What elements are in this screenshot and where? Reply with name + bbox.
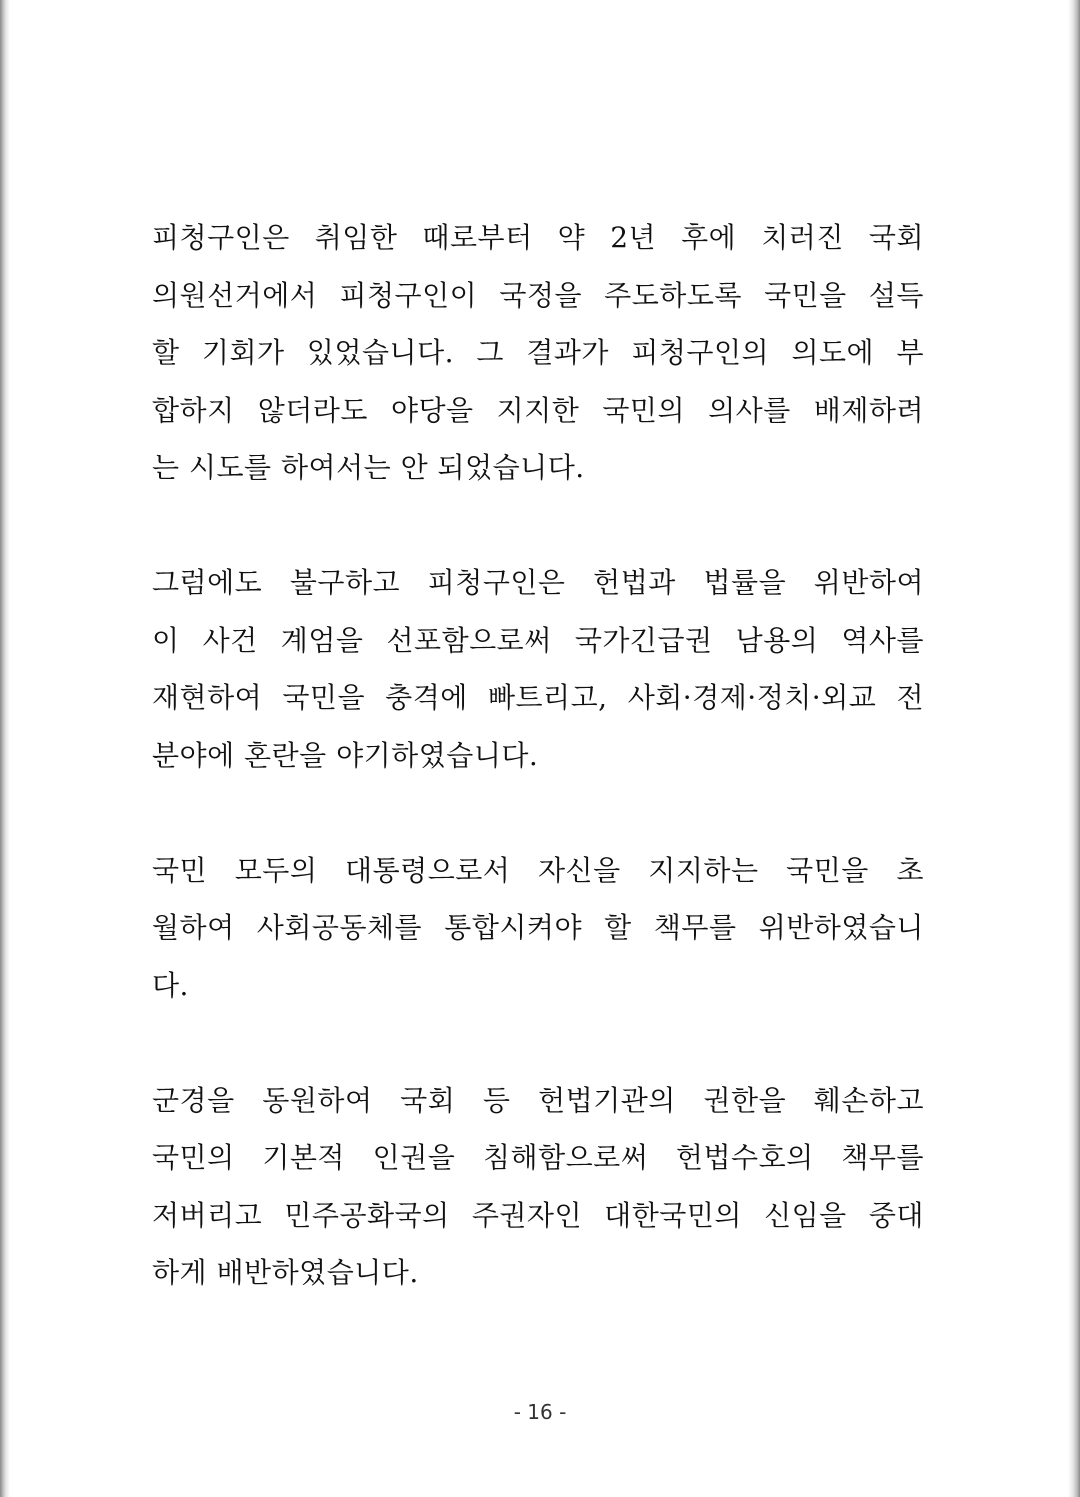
text-line: 군경을 동원하여 국회 등 헌법기관의 권한을 훼손하고 (152, 1083, 924, 1117)
page-right-border (1068, 0, 1080, 1497)
text-line: 재현하여 국민을 충격에 빠트리고, 사회·경제·정치·외교 전 (152, 681, 924, 714)
body-text (152, 209, 924, 1359)
text-line: 월하여 사회공동체를 통합시켜야 할 책무를 위반하였습니 (152, 911, 924, 944)
text-line: 분야에 혼란을 야기하였습니다. (152, 738, 539, 772)
text-line: 하게 배반하였습니다. (152, 1256, 419, 1289)
text-line: 국민의 기본적 인권을 침해함으로써 헌법수호의 책무를 (152, 1141, 924, 1174)
text-line: 그럼에도 불구하고 피청구인은 헌법과 법률을 위반하여 (152, 566, 924, 599)
page-number: - 16 - (513, 1400, 567, 1424)
text-line: 피청구인은 취임한 때로부터 약 2년 후에 치러진 국회 (152, 221, 924, 254)
text-line: 는 시도를 하여서는 안 되었습니다. (152, 451, 585, 484)
text-line: 의원선거에서 피청구인이 국정을 주도하도록 국민을 설득 (152, 278, 924, 312)
text-line: 할 기회가 있었습니다. 그 결과가 피청구인의 의도에 부 (152, 336, 924, 369)
text-line: 국민 모두의 대통령으로서 자신을 지지하는 국민을 초 (152, 853, 924, 887)
paragraph-3 (152, 842, 924, 1015)
paragraph-1 (152, 209, 924, 497)
paragraph-4 (152, 1072, 924, 1302)
text-line: 합하지 않더라도 야당을 지지한 국민의 의사를 배제하려 (152, 393, 924, 427)
page-left-border (0, 0, 10, 1497)
text-line: 저버리고 민주공화국의 주권자인 대한국민의 신임을 중대 (152, 1198, 924, 1232)
paragraph-2 (152, 554, 924, 784)
text-line: 이 사건 계엄을 선포함으로써 국가긴급권 남용의 역사를 (152, 623, 924, 657)
text-line: 다. (152, 968, 189, 1002)
